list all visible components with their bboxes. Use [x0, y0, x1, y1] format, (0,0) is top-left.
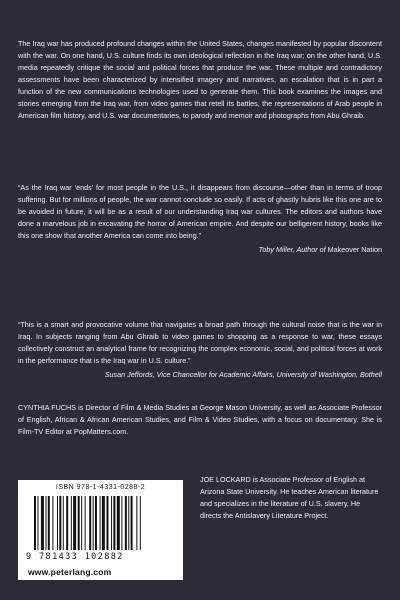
- barcode-bars: [34, 496, 167, 550]
- barcode-bar: [85, 496, 86, 550]
- barcode-bar: [106, 496, 108, 550]
- barcode-bar: [37, 496, 38, 550]
- barcode-bar: [136, 496, 137, 550]
- barcode-bar: [131, 496, 133, 550]
- endorsement-miller: [18, 182, 382, 256]
- endorsement-attribution: [18, 244, 382, 256]
- isbn-label: ISBN 978-1-4331-0288-2: [55, 484, 146, 491]
- barcode-bar: [34, 496, 36, 550]
- barcode-bar: [121, 496, 122, 550]
- endorsement-work-title: Makeover Nation: [327, 245, 382, 254]
- barcode-bar: [78, 496, 80, 550]
- barcode-bar: [81, 496, 82, 550]
- bio-text: CYNTHIA FUCHS is Director of Film & Media Studies at George Mason University, as well as Associate Professor of English, African & African American Studies, and Film & Video Studies, with a focus on documentary. She is Film-TV Editor at PopMatters.com.: [18, 403, 382, 436]
- publisher-url: www.peterlang.com: [28, 567, 112, 577]
- bio-text: JOE LOCKARD is Associate Professor of English at Arizona State University. He teaches American literature and specializes in the literature of U.S. slavery. He directs the Antislavery Literature Project.: [200, 475, 379, 520]
- barcode-bar: [100, 496, 101, 550]
- barcode-bar: [93, 496, 94, 550]
- description-paragraph: The Iraq war has produced profound changes within the United States, changes manifested by popular discontent with the war. On one hand, U.S. culture finds its own ideological reflection in the Iraq war; on the other hand, U.S. media repeatedly critique the social and political forces that produce the war. These multiple and contradictory assessments have been characterized by intensified imagery and narratives, an escalation that is in part a function of the new communications technologies used to generate them. This book examines the images and stories emerging from the Iraq war, from video games that retell its battles, the representations of Arab people in American film history, and U.S. war documentaries, to parody and memoir and photographs from Abu Ghraib.: [18, 39, 382, 120]
- barcode-bar: [66, 496, 68, 550]
- barcode-bar: [52, 496, 53, 550]
- barcode-bar: [128, 496, 129, 550]
- barcode-bar: [95, 496, 97, 550]
- barcode-box: [18, 480, 183, 580]
- barcode-bar: [113, 496, 115, 550]
- barcode-bar: [48, 496, 50, 550]
- endorsement-author: Toby Miller, Author of: [258, 245, 328, 254]
- barcode-bar: [57, 496, 58, 550]
- barcode-bar: [140, 496, 141, 550]
- barcode-bar: [59, 496, 61, 550]
- editor-bio-fuchs: [18, 402, 382, 438]
- editor-bio-lockard: [200, 474, 383, 522]
- barcode-bar: [73, 496, 76, 550]
- barcode-bar: [71, 496, 72, 550]
- endorsement-jeffords: [18, 319, 382, 381]
- barcode-bar: [63, 496, 64, 550]
- endorsement-author: Susan Jeffords, Vice Chancellor for Academic Affairs, University of Washington, Bothell: [104, 370, 382, 379]
- barcode-bar: [46, 496, 47, 550]
- barcode-bar: [89, 496, 91, 550]
- barcode-bar: [125, 496, 127, 550]
- book-description: [18, 38, 382, 122]
- endorsement-text: “As the Iraq war ‘ends’ for most people in the U.S., it disappears from discourse—other than in terms of troop suffering. But for millions of people, the war cannot conclude so easily. If acts of ghastly hubris like this one are to be avoided in future, it will be as a result of our understanding Iraq war cultures. The editors and authors have done a marvelous job in excavating the horror of American empire. And despite our belligerent history, books like this one show that another America can come into being.”: [18, 183, 382, 240]
- barcode-bar: [102, 496, 105, 550]
- barcode-bar: [117, 496, 120, 550]
- barcode-bar: [111, 496, 112, 550]
- endorsement-text: “This is a smart and provocative volume that navigates a broad path through the cultural noise that is the war in Iraq. In subjects ranging from Abu Ghraib to video games to shopping as a response to war, these essays collectively construct an analytical frame for recognizing the complex economic, social, and political forces at work in the performance that is the Iraq war in U.S. culture.”: [18, 320, 382, 365]
- endorsement-attribution: [18, 369, 382, 381]
- barcode-bar: [41, 496, 44, 550]
- barcode-digits: 9 781433 102882: [26, 552, 124, 562]
